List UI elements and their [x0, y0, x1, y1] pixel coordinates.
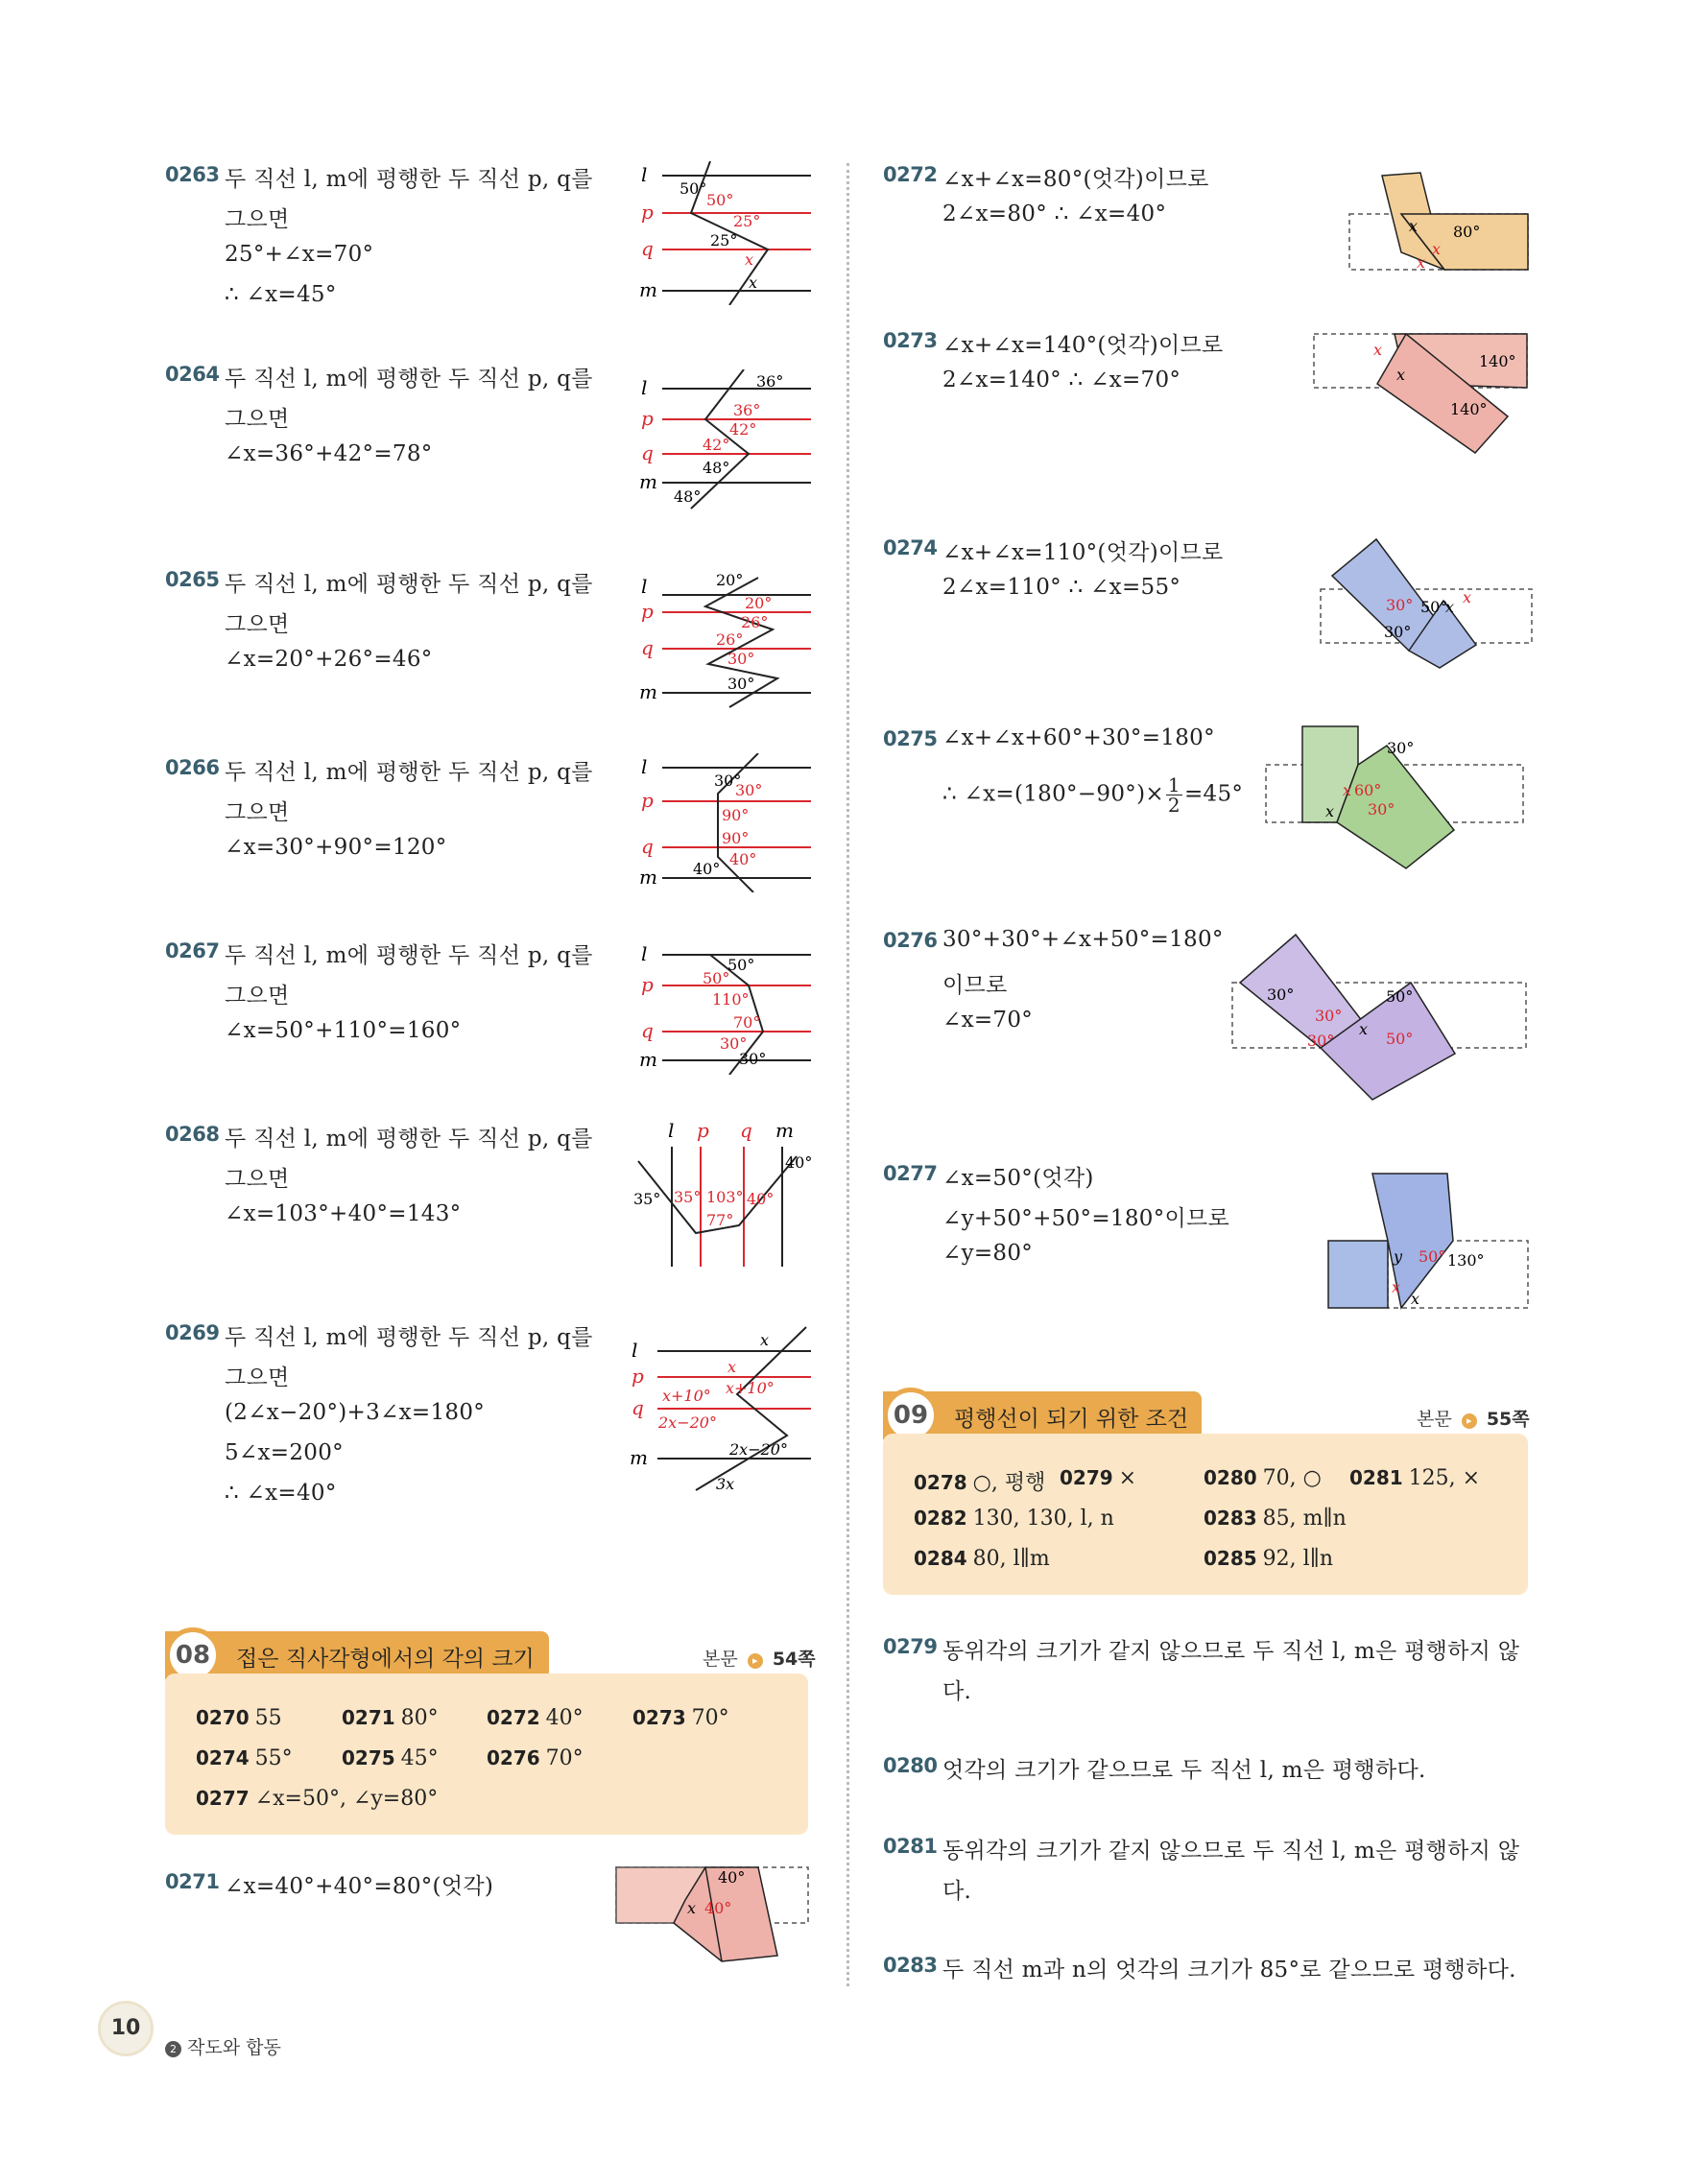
line-label: p: [697, 1119, 709, 1142]
angle-label: x: [1396, 366, 1406, 384]
ref-page: 55쪽: [1486, 1409, 1530, 1430]
angle-label: x: [1392, 1278, 1401, 1296]
line-label: l: [668, 1119, 675, 1142]
figure-0275: [1262, 724, 1536, 873]
solution-line: ∠x+∠x=110°(엇각)이므로: [942, 540, 1224, 565]
page-number: 10: [98, 2001, 154, 2056]
solution-line: 그으면: [225, 612, 290, 637]
angle-label: 40°: [718, 1868, 746, 1887]
solution-line: ∠x=36°+42°=78°: [225, 441, 433, 466]
line-label: p: [641, 789, 654, 812]
answer-item: 0285 92, l∥n: [1204, 1547, 1334, 1571]
section-08-answers: [165, 1674, 808, 1835]
solution-line: 2∠x=80° ∴ ∠x=40°: [942, 202, 1167, 226]
solution-line: 다.: [942, 1879, 972, 1904]
solution-line: 다.: [942, 1679, 972, 1704]
angle-label: 30°: [735, 781, 763, 799]
angle-label: x: [1411, 1290, 1420, 1308]
answer-item: 0274 55°: [196, 1746, 293, 1770]
angle-label: 42°: [703, 436, 730, 454]
problem-number: 0275: [883, 727, 938, 750]
angle-label: 25°: [733, 212, 761, 230]
angle-label: 50°: [1386, 1030, 1414, 1048]
problem-number: 0283: [883, 1954, 938, 1977]
line-label: q: [641, 237, 654, 260]
problem-number: 0279: [883, 1635, 938, 1658]
angle-label: x: [760, 1331, 770, 1349]
problem-number: 0268: [165, 1123, 220, 1146]
ref-label: 본문: [1417, 1409, 1452, 1430]
solution-line: ∠y=80°: [942, 1241, 1034, 1266]
angle-label: 48°: [674, 487, 702, 506]
angle-label: 50°: [680, 179, 707, 198]
angle-label: x: [1373, 341, 1383, 359]
chapter-title: 작도와 합동: [187, 2037, 281, 2058]
answer-item: 0282 130, 130, l, n: [914, 1507, 1114, 1531]
figure-0269: [624, 1322, 816, 1495]
section-page-ref: [1417, 1405, 1530, 1431]
fraction: [1166, 775, 1182, 815]
angle-label: 30°: [1315, 1007, 1343, 1025]
angle-label: 30°: [714, 772, 742, 790]
line-label: q: [632, 1396, 644, 1419]
angle-label: 3x: [716, 1475, 735, 1493]
solution-line: ∠x=50°+110°=160°: [225, 1018, 462, 1043]
answer-item: 0284 80, l∥m: [914, 1547, 1050, 1571]
angle-label: y: [1394, 1247, 1403, 1266]
answer-item: 0270 55: [196, 1706, 282, 1730]
line-label: m: [639, 278, 657, 301]
angle-label: x: [1417, 253, 1426, 272]
solution-line: 5∠x=200°: [225, 1440, 344, 1465]
solution-line: 두 직선 l, m에 평행한 두 직선 p, q를: [225, 943, 593, 968]
line-label: p: [641, 973, 654, 996]
angle-label: 26°: [716, 630, 744, 649]
line-label: l: [641, 376, 648, 399]
figure-0277: [1324, 1166, 1536, 1315]
section-number: 08: [165, 1627, 221, 1683]
angle-label: x: [687, 1899, 697, 1917]
solution-line: 동위각의 크기가 같지 않으므로 두 직선 l, m은 평행하지 않: [942, 1839, 1520, 1864]
answer-item: 0272 40°: [487, 1706, 584, 1730]
angle-label: 30°: [739, 1050, 767, 1068]
angle-label: 60°: [1354, 781, 1382, 799]
line-label: l: [632, 1339, 638, 1362]
figure-0265: [633, 568, 816, 712]
problem-number: 0272: [883, 163, 938, 186]
angle-label: x: [1325, 802, 1335, 820]
problem-number: 0277: [883, 1162, 938, 1185]
line-label: m: [639, 470, 657, 493]
figure-0276: [1228, 929, 1536, 1106]
angle-label: 30°: [1368, 800, 1395, 819]
angle-label: x: [1409, 217, 1419, 235]
ref-page: 54쪽: [772, 1649, 816, 1670]
angle-label: 103°: [706, 1188, 744, 1206]
column-divider: [846, 163, 849, 1986]
angle-label: 90°: [722, 829, 750, 847]
problem-number: 0266: [165, 756, 220, 779]
solution-text: ∴ ∠x=(180°−90°)×: [942, 781, 1164, 807]
angle-label: 140°: [1450, 400, 1488, 418]
answer-item: 0277 ∠x=50°, ∠y=80°: [196, 1787, 439, 1811]
angle-label: 35°: [633, 1190, 661, 1208]
line-label: p: [641, 201, 654, 224]
problem-number: 0269: [165, 1321, 220, 1344]
angle-label: 30°: [727, 675, 755, 693]
section-number: 09: [883, 1388, 939, 1443]
angle-label: 2x−20°: [658, 1413, 717, 1432]
solution-line: 2∠x=140° ∴ ∠x=70°: [942, 368, 1181, 392]
line-label: m: [775, 1119, 794, 1142]
angle-label: x: [1432, 240, 1442, 258]
angle-label: 80°: [1453, 223, 1481, 241]
chapter-number: 2: [165, 2041, 181, 2057]
solution-line: 25°+∠x=70°: [225, 242, 374, 267]
angle-label: 90°: [722, 806, 750, 824]
angle-label: 42°: [729, 420, 757, 439]
answer-item: 0281 125, ×: [1349, 1466, 1481, 1490]
angle-label: 30°: [727, 650, 755, 668]
angle-label: 50°: [1386, 987, 1414, 1006]
solution-line: ∴ ∠x=40°: [225, 1481, 337, 1506]
figure-0266: [633, 753, 816, 892]
figure-0264: [633, 369, 816, 513]
solution-line: 30°+30°+∠x+50°=180°: [942, 927, 1224, 952]
solution-line: [942, 775, 1243, 815]
section-09-header: [883, 1391, 1528, 1439]
section-title: 평행선이 되기 위한 조건: [954, 1407, 1189, 1432]
angle-label: x+10°: [726, 1379, 775, 1397]
angle-label: 50°: [1419, 1247, 1446, 1266]
angle-label: 77°: [706, 1211, 734, 1229]
angle-label: 26°: [741, 613, 769, 631]
angle-label: 30°: [1267, 985, 1295, 1004]
problem-number: 0280: [883, 1754, 938, 1777]
answer-item: 0278 ○, 평행: [914, 1471, 1046, 1495]
angle-label: 30°: [720, 1034, 748, 1053]
angle-label: x+10°: [662, 1387, 711, 1405]
solution-line: 그으면: [225, 1167, 290, 1192]
solution-line: 그으면: [225, 984, 290, 1009]
angle-label: 20°: [745, 594, 773, 612]
angle-label: 36°: [756, 372, 784, 391]
line-label: p: [641, 600, 654, 623]
figure-0268: [624, 1118, 816, 1267]
solution-line: ∠x=20°+26°=46°: [225, 647, 433, 672]
solution-text: =45°: [1183, 781, 1244, 807]
line-label: m: [639, 866, 657, 889]
solution-line: 이므로: [942, 973, 1008, 998]
problem-number: 0281: [883, 1835, 938, 1858]
angle-label: x: [1359, 1020, 1369, 1038]
figure-0274: [1317, 537, 1536, 681]
problem-number: 0263: [165, 163, 220, 186]
angle-label: 48°: [703, 459, 730, 477]
figure-0263: [633, 161, 816, 305]
solution-line: (2∠x−20°)+3∠x=180°: [225, 1400, 486, 1425]
chapter-label: [165, 2033, 281, 2059]
solution-line: 두 직선 m과 n의 엇각의 크기가 85°로 같으므로 평행하다.: [942, 1958, 1516, 1982]
solution-line: ∠x+∠x=140°(엇각)이므로: [942, 333, 1224, 358]
figure-0272: [1344, 168, 1536, 278]
solution-line: 두 직선 l, m에 평행한 두 직선 p, q를: [225, 572, 593, 597]
problem-number: 0271: [165, 1870, 220, 1893]
solution-line: 그으면: [225, 207, 290, 232]
solution-line: 두 직선 l, m에 평행한 두 직선 p, q를: [225, 1127, 593, 1151]
fraction-denominator: 2: [1167, 794, 1180, 817]
line-label: l: [641, 163, 648, 186]
problem-number: 0264: [165, 363, 220, 386]
answer-item: 0271 80°: [342, 1706, 439, 1730]
angle-label: 20°: [716, 571, 744, 589]
answer-item: 0280 70, ○: [1204, 1466, 1322, 1490]
line-label: l: [641, 755, 648, 778]
problem-number: 0265: [165, 568, 220, 591]
solution-line: ∠x+∠x=80°(엇각)이므로: [942, 167, 1209, 192]
answer-item: 0275 45°: [342, 1746, 439, 1770]
answer-item: 0273 70°: [632, 1706, 729, 1730]
angle-label: 35°: [674, 1188, 702, 1206]
line-label: p: [641, 407, 654, 430]
angle-label: 30°: [1387, 739, 1415, 757]
solution-line: ∠x=50°(엇각): [942, 1166, 1094, 1191]
solution-line: ∠x=30°+90°=120°: [225, 835, 447, 860]
line-label: l: [641, 942, 648, 965]
solution-line: ∠y+50°+50°=180°이므로: [942, 1206, 1230, 1231]
angle-label: 50°: [706, 191, 734, 209]
angle-label: 30°: [1307, 1032, 1335, 1050]
arrow-right-icon: ▸: [1462, 1413, 1477, 1429]
line-label: q: [641, 835, 654, 858]
angle-label: 140°: [1479, 352, 1516, 370]
line-label: m: [639, 1048, 657, 1071]
angle-label: 50°: [727, 956, 755, 974]
problem-number: 0267: [165, 939, 220, 962]
problem-number: 0274: [883, 536, 938, 559]
angle-label: 40°: [693, 860, 721, 878]
line-label: q: [740, 1119, 752, 1142]
angle-label: 40°: [704, 1899, 732, 1917]
angle-label: 30°: [1386, 596, 1414, 614]
solution-line: 두 직선 l, m에 평행한 두 직선 p, q를: [225, 1325, 593, 1350]
answer-item: 0279 ×: [1060, 1466, 1137, 1490]
angle-label: 130°: [1447, 1251, 1485, 1270]
angle-label: x: [1463, 588, 1472, 606]
answer-item: 0276 70°: [487, 1746, 584, 1770]
solution-line: 2∠x=110° ∴ ∠x=55°: [942, 575, 1181, 600]
solution-line: 두 직선 l, m에 평행한 두 직선 p, q를: [225, 367, 593, 392]
figure-0273: [1310, 326, 1536, 461]
angle-label: 110°: [712, 990, 750, 1009]
solution-line: 두 직선 l, m에 평행한 두 직선 p, q를: [225, 167, 593, 192]
angle-label: 30°: [1384, 623, 1412, 641]
line-label: q: [641, 1019, 654, 1042]
angle-label: x: [1343, 781, 1352, 799]
figure-0271: [614, 1862, 816, 1986]
angle-label: x: [749, 273, 758, 292]
line-label: m: [630, 1446, 648, 1469]
problem-number: 0273: [883, 329, 938, 352]
angle-label: 40°: [729, 850, 757, 868]
solution-line: 그으면: [225, 800, 290, 825]
line-label: l: [641, 575, 648, 598]
section-08-header: [165, 1631, 816, 1679]
angle-label: x: [727, 1358, 737, 1376]
angle-label: 50°: [703, 969, 730, 987]
solution-line: ∠x=70°: [942, 1008, 1034, 1033]
line-label: q: [641, 441, 654, 464]
solution-line: 그으면: [225, 1365, 290, 1390]
solution-line: ∠x=40°+40°=80°(엇각): [225, 1874, 494, 1899]
angle-label: 25°: [710, 231, 738, 249]
arrow-right-icon: ▸: [748, 1653, 763, 1669]
solution-line: ∴ ∠x=45°: [225, 282, 337, 307]
ref-label: 본문: [703, 1649, 738, 1670]
solution-line: 두 직선 l, m에 평행한 두 직선 p, q를: [225, 760, 593, 785]
angle-label: 70°: [733, 1013, 761, 1032]
angle-label: 40°: [785, 1153, 813, 1172]
solution-line: ∠x=103°+40°=143°: [225, 1201, 462, 1226]
problem-number: 0276: [883, 929, 938, 952]
fraction-numerator: 1: [1167, 773, 1180, 796]
angle-label: 50°: [1420, 598, 1448, 616]
angle-label: 2x−20°: [729, 1440, 788, 1459]
angle-label: x: [1445, 598, 1455, 616]
figure-0267: [633, 936, 816, 1075]
angle-label: 40°: [747, 1190, 775, 1208]
solution-line: ∠x+∠x+60°+30°=180°: [942, 725, 1215, 750]
line-label: q: [641, 636, 654, 659]
angle-label: 36°: [733, 401, 761, 419]
solution-line: 엇각의 크기가 같으므로 두 직선 l, m은 평행하다.: [942, 1758, 1426, 1783]
answer-item: 0283 85, m∥n: [1204, 1507, 1347, 1531]
solution-line: 그으면: [225, 407, 290, 432]
section-page-ref: [703, 1645, 816, 1671]
line-label: p: [632, 1365, 644, 1388]
solution-line: 동위각의 크기가 같지 않으므로 두 직선 l, m은 평행하지 않: [942, 1639, 1520, 1664]
line-label: m: [639, 680, 657, 703]
angle-label: x: [745, 250, 754, 269]
section-title: 접은 직사각형에서의 각의 크기: [236, 1647, 535, 1672]
section-09-answers: [883, 1434, 1528, 1595]
